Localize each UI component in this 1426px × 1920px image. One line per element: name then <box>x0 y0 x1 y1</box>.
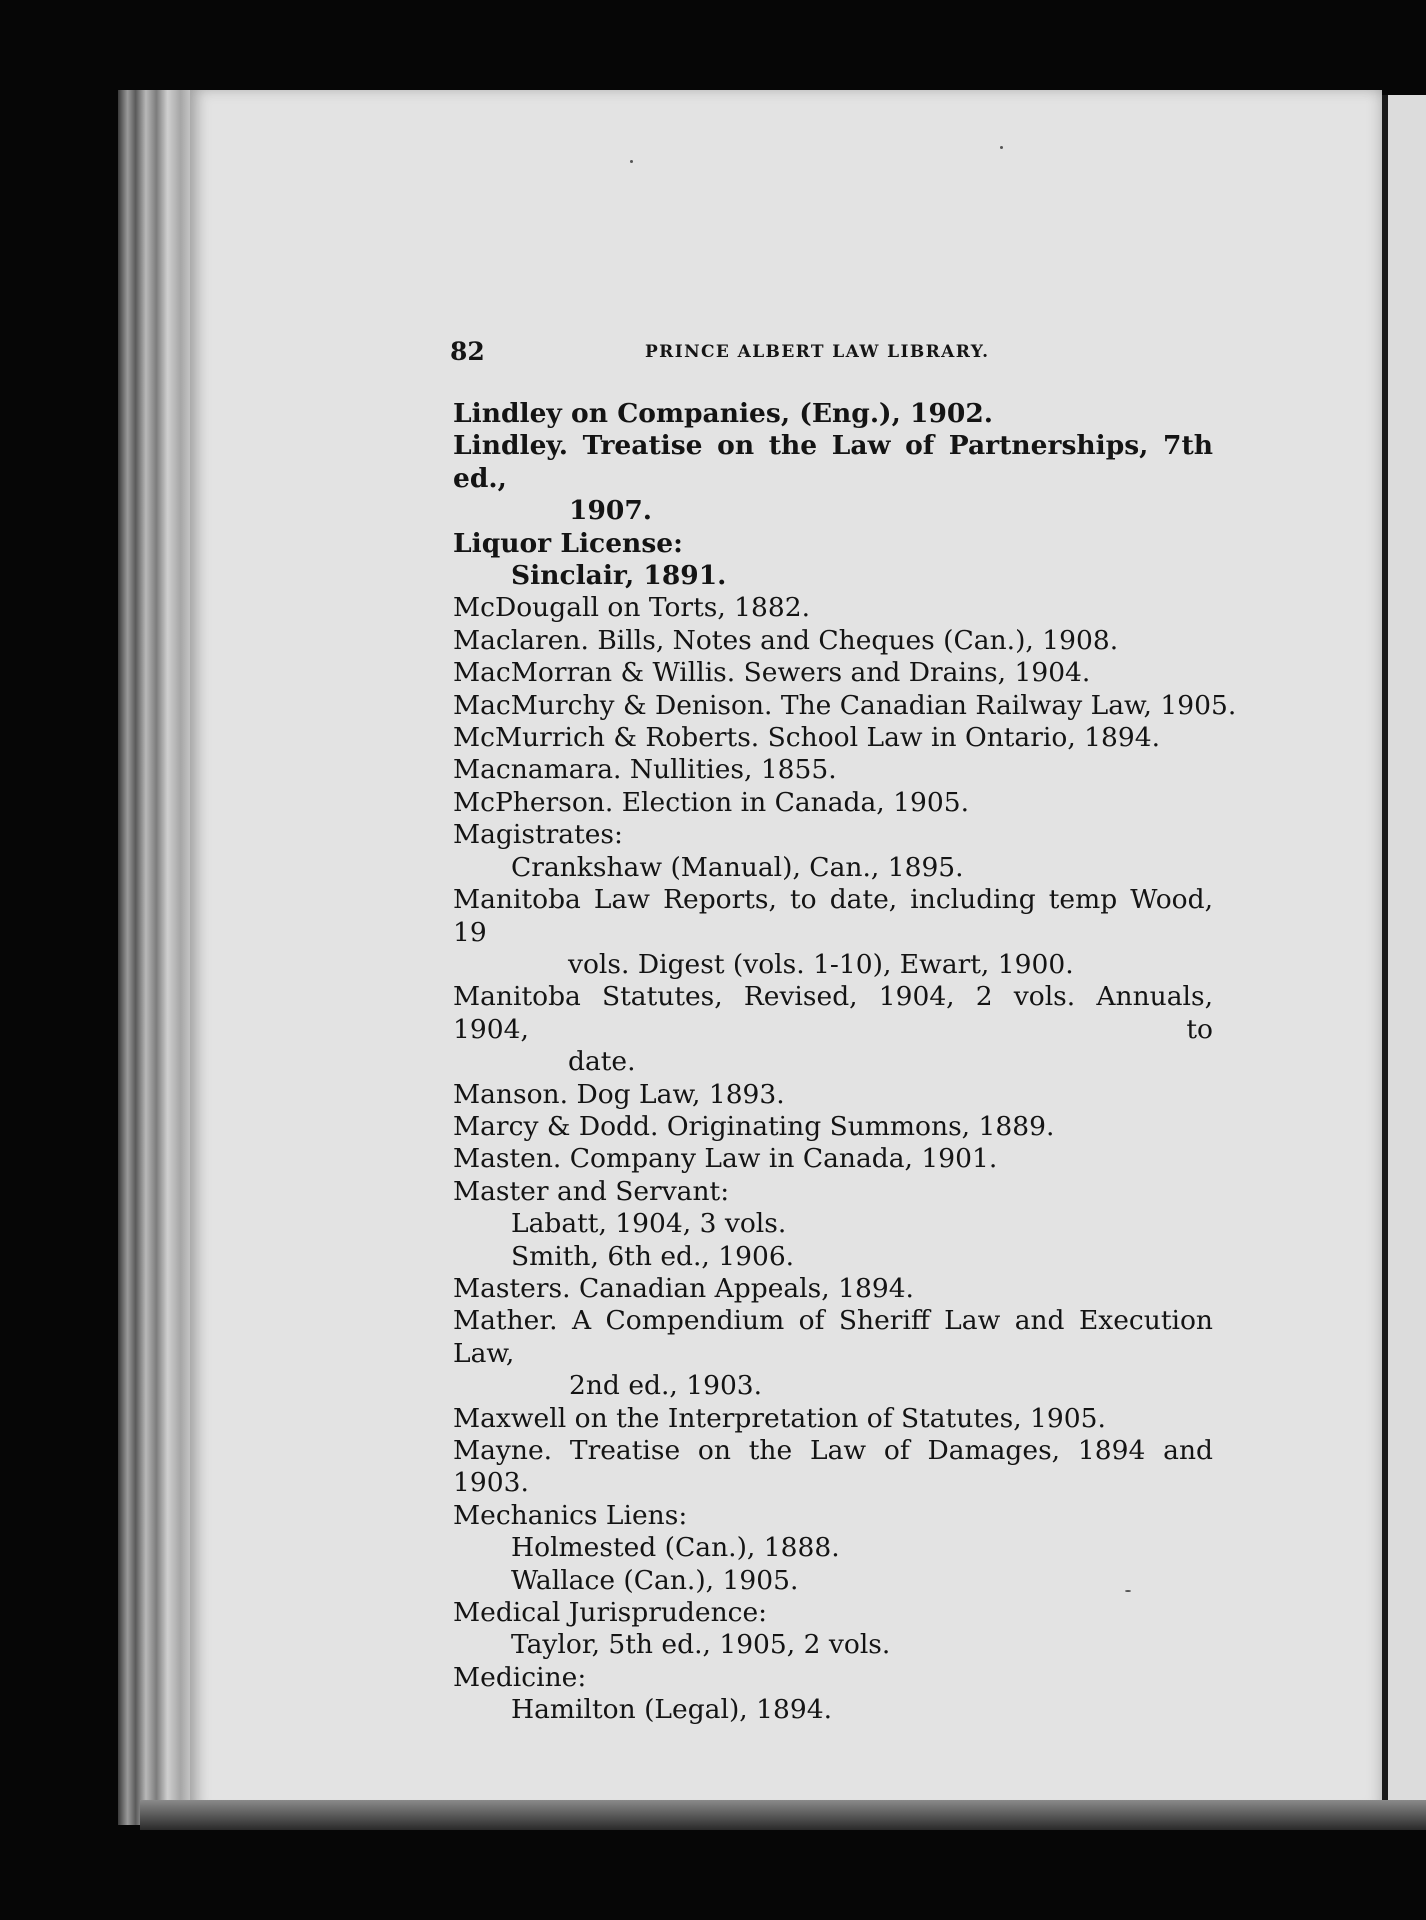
list-item: Wallace (Can.), 1905. <box>511 1564 799 1596</box>
list-item: Smith, 6th ed., 1906. <box>511 1240 795 1272</box>
list-item: Lindley. Treatise on the Law of Partnerships, 7th ed., <box>453 430 1213 494</box>
book-spine-gutter <box>118 90 198 1825</box>
subject-heading: Liquor License: <box>453 527 683 559</box>
list-item: MacMurchy & Denison. The Canadian Railway Law, 1905. <box>453 689 1237 721</box>
list-item: Marcy & Dodd. Originating Summons, 1889. <box>453 1110 1055 1142</box>
list-item: Taylor, 5th ed., 1905, 2 vols. <box>511 1629 891 1661</box>
page-number: 82 <box>450 337 485 366</box>
subject-heading: Magistrates: <box>453 819 623 851</box>
list-item: Labatt, 1904, 3 vols. <box>511 1208 787 1240</box>
list-item: Hamilton (Legal), 1894. <box>511 1694 832 1726</box>
list-item: Holmested (Can.), 1888. <box>511 1532 840 1564</box>
page-header <box>450 337 1010 377</box>
page-bottom-edge <box>140 1800 1426 1830</box>
list-item: Maclaren. Bills, Notes and Cheques (Can.), 1908. <box>453 624 1119 656</box>
list-item-continuation: 1907. <box>569 495 652 527</box>
subject-heading: Medical Jurisprudence: <box>453 1597 768 1629</box>
subject-heading: Medicine: <box>453 1661 587 1693</box>
list-item: McMurrich & Roberts. School Law in Ontario, 1894. <box>453 722 1161 754</box>
list-item: Sinclair, 1891. <box>511 560 727 592</box>
list-item-continuation: date. <box>568 1046 636 1078</box>
paper-speck <box>1000 146 1003 149</box>
list-item-continuation: vols. Digest (vols. 1-10), Ewart, 1900. <box>568 948 1074 980</box>
list-item-continuation: 2nd ed., 1903. <box>569 1370 763 1402</box>
list-item: Masten. Company Law in Canada, 1901. <box>453 1143 998 1175</box>
list-item: Masters. Canadian Appeals, 1894. <box>453 1272 914 1304</box>
list-item: Manitoba Law Reports, to date, including temp Wood, 19 <box>453 884 1213 948</box>
list-item: Mather. A Compendium of Sheriff Law and Execution Law, <box>453 1305 1213 1369</box>
subject-heading: Mechanics Liens: <box>453 1499 688 1531</box>
list-item: Lindley on Companies, (Eng.), 1902. <box>453 398 994 429</box>
paper-speck <box>630 160 633 163</box>
list-item: McDougall on Torts, 1882. <box>453 592 811 624</box>
list-item: Manitoba Statutes, Revised, 1904, 2 vols. Annuals, 1904, to <box>453 981 1213 1045</box>
list-item: McPherson. Election in Canada, 1905. <box>453 786 969 818</box>
running-title: PRINCE ALBERT LAW LIBRARY. <box>645 342 990 362</box>
list-item: MacMorran & Willis. Sewers and Drains, 1904. <box>453 657 1091 689</box>
catalogue-entries <box>453 398 1237 1727</box>
list-item: Mayne. Treatise on the Law of Damages, 1894 and 1903. <box>453 1435 1213 1499</box>
subject-heading: Master and Servant: <box>453 1175 730 1207</box>
list-item: Macnamara. Nullities, 1855. <box>453 754 837 786</box>
list-item: Manson. Dog Law, 1893. <box>453 1078 785 1110</box>
list-item: Crankshaw (Manual), Can., 1895. <box>511 851 964 883</box>
facing-page-strip <box>1388 95 1426 1825</box>
list-item: Maxwell on the Interpretation of Statutes, 1905. <box>453 1402 1106 1434</box>
